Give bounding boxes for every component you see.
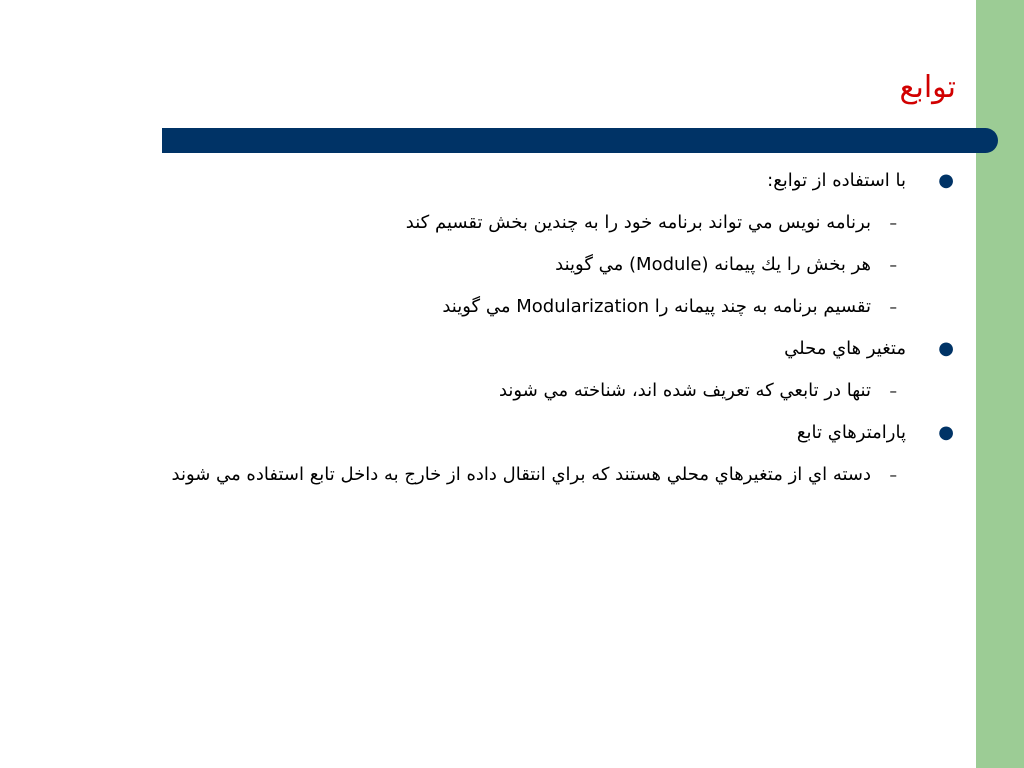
dash-icon: – bbox=[889, 466, 897, 484]
dash-icon: – bbox=[889, 382, 897, 400]
bullet-item-using-functions bbox=[76, 168, 956, 194]
dash-icon: – bbox=[889, 214, 897, 232]
dash-icon: – bbox=[889, 256, 897, 274]
sub-bullet-item-split-program bbox=[76, 210, 956, 236]
sub-bullet-text: دسته اي از متغيرهاي محلي هستند كه براي انتقال داده از خارج به داخل تابع استفاده مي شوند bbox=[171, 464, 871, 485]
dash-icon: – bbox=[889, 298, 897, 316]
bullet-icon: ● bbox=[938, 422, 954, 443]
bullet-text: متغير هاي محلي bbox=[784, 338, 906, 359]
sub-bullet-text: هر بخش را يك پيمانه (Module) مي گويند bbox=[555, 254, 871, 275]
sub-bullet-text: تنها در تابعي كه تعريف شده اند، شناخته مي شوند bbox=[498, 380, 871, 401]
bullet-text: پارامترهاي تابع bbox=[796, 422, 906, 443]
slide-title: توابع bbox=[899, 70, 956, 105]
bullet-icon: ● bbox=[938, 170, 954, 191]
sub-bullet-text: برنامه نويس مي تواند برنامه خود را به چندين بخش تقسيم كند bbox=[405, 212, 871, 233]
sub-bullet-text: تقسيم برنامه به چند پيمانه را Modularization مي گويند bbox=[442, 296, 871, 317]
sub-bullet-item-parameters-desc bbox=[76, 462, 956, 488]
sub-bullet-item-local-scope bbox=[76, 378, 956, 404]
sub-bullet-item-modularization bbox=[76, 294, 956, 320]
title-underline-bar bbox=[162, 128, 998, 153]
bullet-item-function-parameters bbox=[76, 420, 956, 446]
bullet-icon: ● bbox=[938, 338, 954, 359]
sub-bullet-item-module bbox=[76, 252, 956, 278]
bullet-item-local-variables bbox=[76, 336, 956, 362]
side-decoration-strip bbox=[976, 0, 1024, 768]
bullet-text: با استفاده از توابع: bbox=[767, 170, 906, 191]
slide-content bbox=[76, 168, 956, 504]
